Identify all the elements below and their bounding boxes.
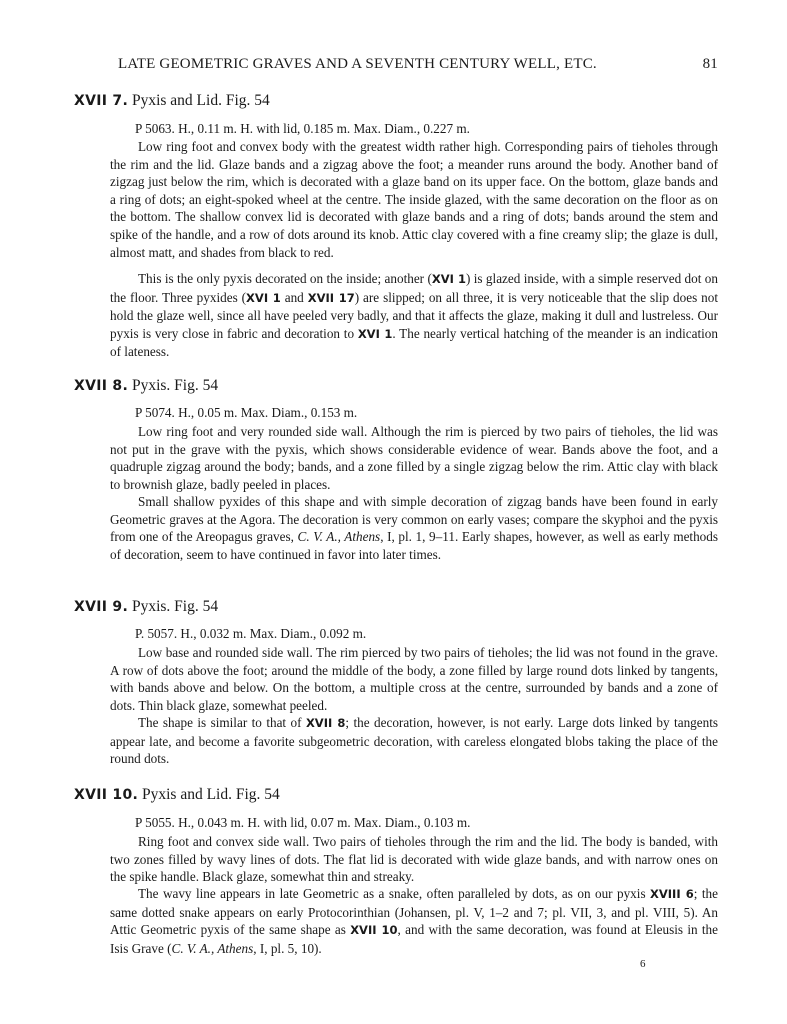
- catalogue-meta: P 5063. H., 0.11 m. H. with lid, 0.185 m. Max. Diam., 0.227 m.: [135, 121, 470, 136]
- cross-reference: XVII 17: [307, 290, 355, 305]
- cross-reference: XVI 1: [357, 326, 393, 341]
- citation: C. V. A., Athens: [297, 529, 381, 545]
- catalogue-meta: P 5055. H., 0.043 m. H. with lid, 0.07 m. Max. Diam., 0.103 m.: [135, 815, 471, 830]
- description-paragraph: Low ring foot and very rounded side wall. Although the rim is pierced by two pairs of tieholes, the lid was not put in the grave with the pyxis, which shows considerable evidence of wear. Bands above the foot, and a quadruple zigzag around the body; bands, and a zone filled by a single zigzag below the rim. Attic clay with black to brownish glaze, badly peeled in places.: [110, 424, 718, 492]
- page-number: 81: [702, 56, 718, 72]
- entry-heading: [74, 92, 270, 110]
- running-title: LATE GEOMETRIC GRAVES AND A SEVENTH CENTURY WELL, ETC.: [118, 56, 597, 72]
- catalogue-meta: P 5074. H., 0.05 m. Max. Diam., 0.153 m.: [135, 405, 358, 420]
- cross-reference: XVIII 6: [650, 887, 694, 901]
- commentary-paragraph: Small shallow pyxides of this shape and with simple decoration of zigzag bands have been found in early Geometric graves at the Agora. The decoration is very common on early vases; compare the skyphoi and the pyxis from one of the Areopagus graves, C. V. A., Athens, I, pl. 1, 9–11. Early shapes, however, as well as early methods of decoration, seem to have continued in favor into later times.: [110, 494, 719, 562]
- catalogue-meta: P. 5057. H., 0.032 m. Max. Diam., 0.092 m.: [135, 626, 367, 641]
- cross-reference: XVII 8: [305, 716, 346, 730]
- signature-mark: 6: [640, 958, 646, 970]
- entry-title: Pyxis and Lid. Fig. 54: [131, 92, 270, 109]
- entry-number: XVII 9.: [74, 599, 129, 615]
- entry-title: Pyxis. Fig. 54: [131, 377, 219, 394]
- entry-title: Pyxis. Fig. 54: [131, 598, 219, 615]
- cross-reference: XVII 10: [350, 923, 398, 938]
- entry-heading: [74, 598, 218, 616]
- entry-title: Pyxis and Lid. Fig. 54: [142, 786, 280, 803]
- entry-heading: [74, 786, 280, 804]
- cross-reference: XVI 1: [431, 272, 466, 286]
- citation: C. V. A., Athens: [171, 940, 254, 956]
- description-paragraph: Ring foot and convex side wall. Two pairs of tieholes through the rim and the lid. The body is banded, with two zones filled by wavy lines of dots. The flat lid is decorated with wide glaze bands, and with narrow ones on the spike handle. Black glaze, somewhat thin and streaky.: [110, 834, 718, 885]
- description-paragraph: Low base and rounded side wall. The rim pierced by two pairs of tieholes; the lid was not found in the grave. A row of dots above the foot; around the middle of the body, a zone filled by large round dots linked by tangents, with bands above and below. On the bottom, a multiple cross at the centre, surrounded by bands and a zone of dots. Thin black glaze, somewhat peeled.: [110, 645, 718, 713]
- commentary-paragraph: This is the only pyxis decorated on the inside; another (XVI 1) is glazed inside, with a simple reserved dot on the floor. Three pyxides (XVI 1 and XVII 17) are slipped; on all three, it is very noticeable that the slip does not hold the glaze well, since all have peeled very badly, and that it affects the glaze, making it dull and lustreless. Our pyxis is very close in fabric and decoration to XVI 1. The nearly vertical hatching of the meander is an indication of lateness.: [110, 271, 718, 360]
- running-header: [118, 56, 718, 73]
- entry-number: XVII 8.: [74, 378, 129, 394]
- entry-number: XVII 10.: [74, 787, 139, 803]
- cross-reference: XVI 1: [246, 290, 281, 305]
- description-paragraph: Low ring foot and convex body with the greatest width rather high. Corresponding pairs of tieholes through the rim and the lid. Glaze bands and a zigzag above the foot; a meander runs around the body. Another band of zigzag just below the rim, which is decorated with a glaze band on its upper face. On the bottom, glaze bands and a ring of dots; an eight-spoked wheel at the centre. The inside glazed, with the same decoration on the floor as on the bottom. The shallow convex lid is decorated with glaze bands and a ring of dots; bands around the stem and spike of the handle, and a row of dots around its knob. Attic clay covered with a fine creamy slip; the glaze is dull, almost matt, and shades from black to red.: [110, 139, 718, 260]
- commentary-paragraph: The wavy line appears in late Geometric as a snake, often paralleled by dots, as on our pyxis XVIII 6; the same dotted snake appears on early Protocorinthian (Johansen, pl. V, 1–2 and 7; pl. VII, 3, and pl. VIII, 5). An Attic Geometric pyxis of the same shape as XVII 10, and with the same decoration, was found at Eleusis in the Isis Grave (C. V. A., Athens, I, pl. 5, 10).: [110, 886, 718, 956]
- entry-number: XVII 7.: [74, 93, 129, 109]
- commentary-paragraph: The shape is similar to that of XVII 8; the decoration, however, is not early. Large dots linked by tangents appear late, and become a favorite subgeometric decoration, with careless elongated blobs taking the place of the round dots.: [110, 715, 718, 767]
- entry-heading: [74, 377, 218, 395]
